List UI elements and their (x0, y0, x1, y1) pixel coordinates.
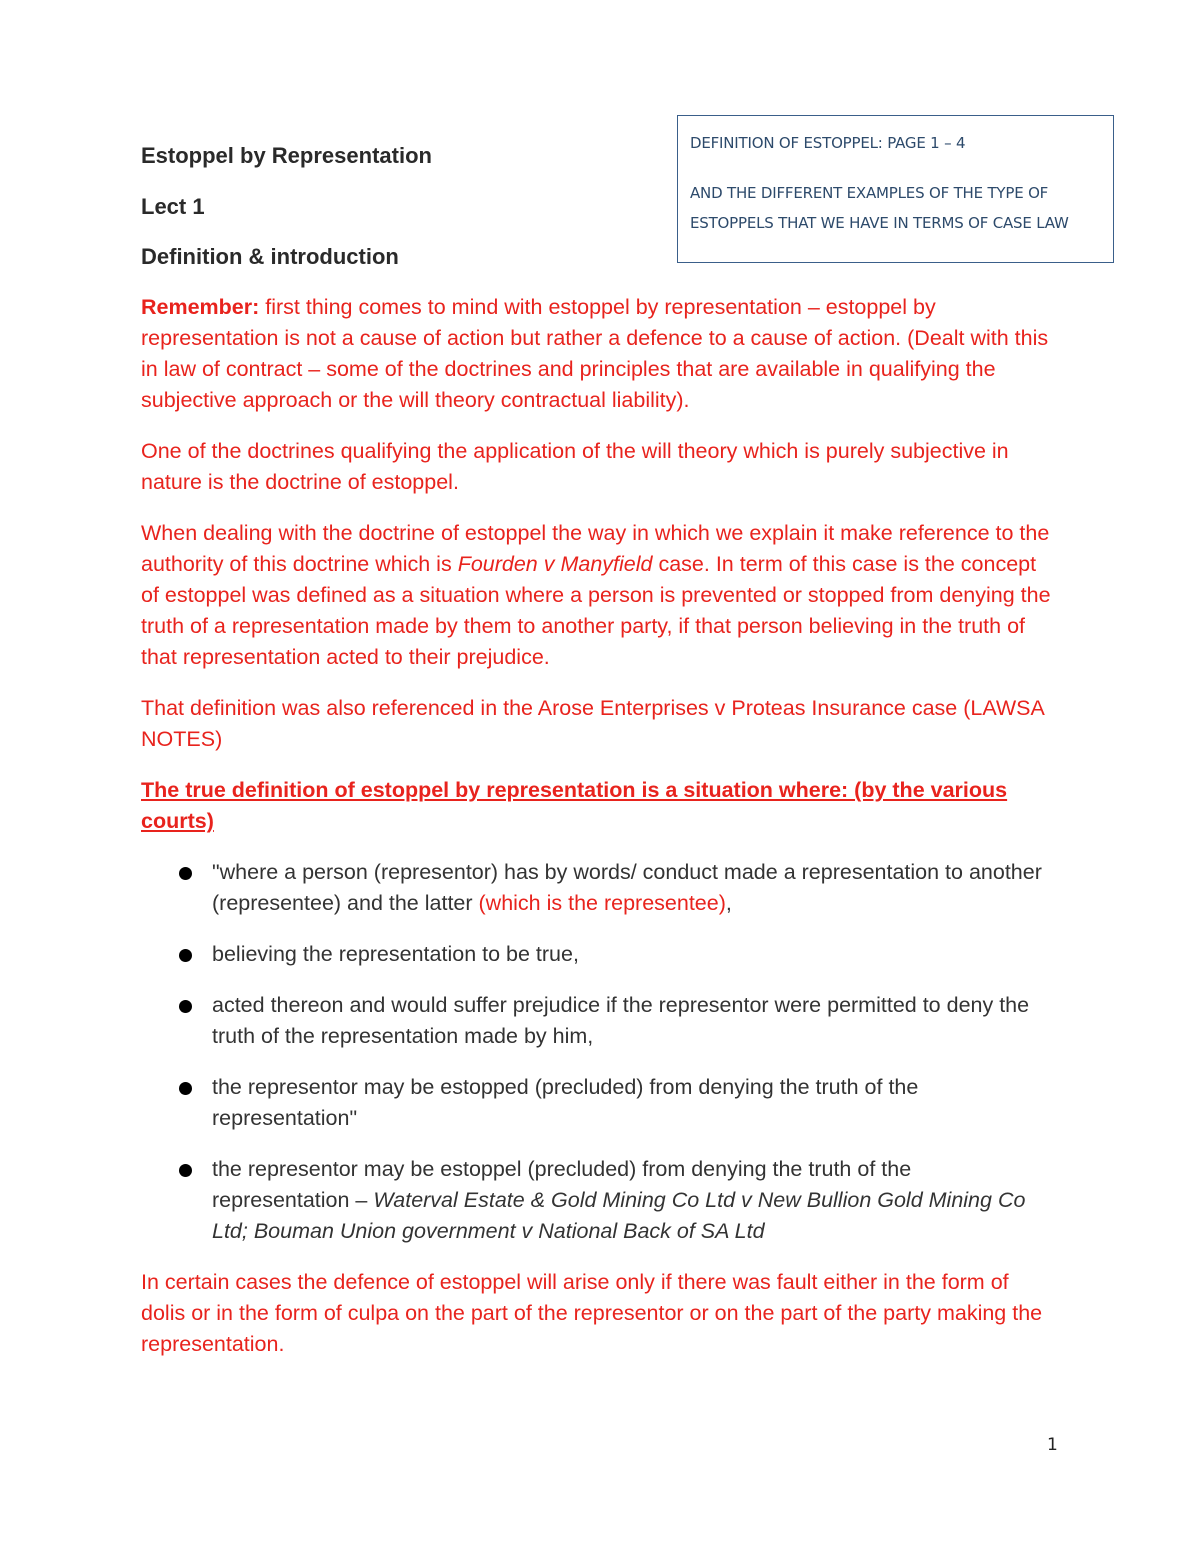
list-item (141, 1154, 1051, 1247)
bullet-text: "where a person (representor) has by words/ conduct made a representation to another (representee) and the latter (212, 860, 1042, 915)
list-item (141, 939, 1051, 970)
callout-box (677, 115, 1114, 263)
remember-text: first thing comes to mind with estoppel by representation – estoppel by representation is not a cause of action but rather a defence to a cause of action. (Dealt with this in law of contract – some of the doctrines and principles that are available in qualifying the subjective approach or the will theory contractual liability). (141, 295, 1049, 412)
list-item (141, 1072, 1051, 1134)
bullet-icon (179, 1082, 192, 1095)
case-citation: Fourden v Manyfield (457, 552, 653, 576)
paragraph-authority (141, 518, 1051, 673)
true-definition-heading: The true definition of estoppel by representation is a situation where: (by the various courts) (141, 778, 1008, 833)
authority-text-after: case. In term of this case is the concept of estoppel was defined as a situation where a person is prevented or stopped from denying the truth of a representation made by them to another party, if that person believing in the truth of that representation acted to their prejudice. (141, 552, 1051, 669)
paragraph-fault: In certain cases the defence of estoppel will arise only if there was fault either in the form of dolis or in the form of culpa on the part of the representor or on the part of the party making the representation. (141, 1270, 1043, 1356)
document-body (141, 292, 1051, 1380)
bullet-text: believing the representation to be true, (212, 942, 579, 966)
paragraph-remember (141, 292, 1051, 416)
bullet-text-end: , (725, 891, 732, 915)
document-title: Estoppel by Representation (141, 143, 432, 168)
bullet-icon (179, 867, 192, 880)
bullet-icon (179, 1164, 192, 1177)
authority-text-before: When dealing with the doctrine of estoppel the way in which we explain it make reference to the authority of this doctrine which is (141, 521, 1050, 576)
page-number: 1 (1047, 1435, 1058, 1455)
lecture-label: Lect 1 (141, 194, 205, 219)
paragraph-arose: That definition was also referenced in the Arose Enterprises v Proteas Insurance case (LAWSA NOTES) (141, 696, 1044, 751)
bullet-icon (179, 1000, 192, 1013)
case-citations: Waterval Estate & Gold Mining Co Ltd v New Bullion Gold Mining Co Ltd; Bouman Union government v National Back of SA Ltd (212, 1188, 1026, 1243)
bullet-text: acted thereon and would suffer prejudice if the representor were permitted to deny the truth of the representation made by him, (212, 993, 1030, 1048)
bullet-text: the representor may be estopped (precluded) from denying the truth of the representation" (212, 1075, 919, 1130)
list-item (141, 857, 1051, 919)
definition-list (141, 857, 1051, 1247)
remember-label: Remember: (141, 295, 260, 319)
callout-line-2: AND THE DIFFERENT EXAMPLES OF THE TYPE OF ESTOPPELS THAT WE HAVE IN TERMS OF CASE LAW (690, 184, 1069, 232)
list-item (141, 990, 1051, 1052)
callout-line-1: DEFINITION OF ESTOPPEL: PAGE 1 – 4 (690, 134, 966, 152)
bullet-icon (179, 949, 192, 962)
bullet-red-text: (which is the representee) (478, 891, 726, 915)
section-heading: Definition & introduction (141, 244, 399, 269)
paragraph-doctrines: One of the doctrines qualifying the application of the will theory which is purely subjective in nature is the doctrine of estoppel. (141, 439, 1009, 494)
bullet-text: the representor may be estoppel (precluded) from denying the truth of the representation – (212, 1157, 912, 1212)
